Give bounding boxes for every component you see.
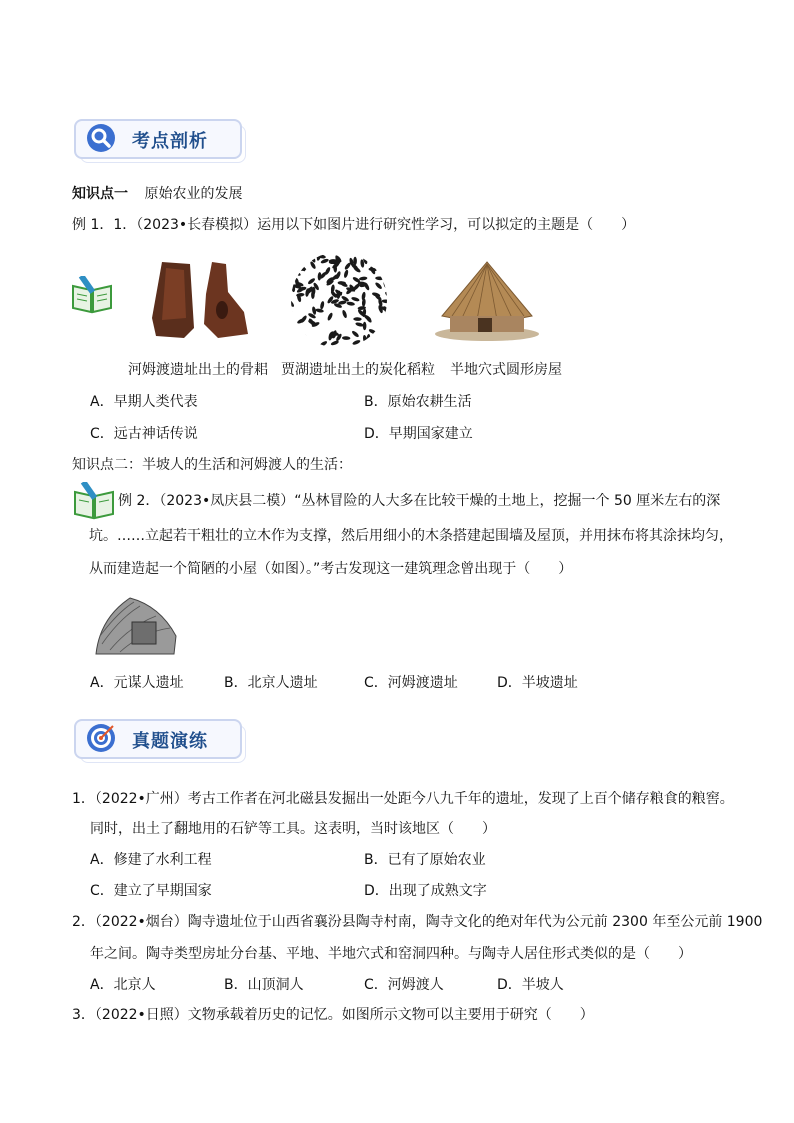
q2-option-c[interactable]: C．河姆渡遗址 [364, 675, 458, 691]
p2-option-a[interactable]: A．北京人 [90, 977, 156, 993]
rice-grain [315, 308, 324, 313]
rice-grain [320, 301, 325, 310]
rice-grain [292, 335, 301, 343]
rice-grain [287, 322, 292, 331]
knowledge-heading-1: 知识点一 原始农业的发展 [72, 186, 243, 202]
book-pencil-icon [70, 276, 114, 314]
question-2-line-3: 从而建造起一个简陋的小屋（如图）。”考古发现这一建筑理念曾出现于（ ） [89, 561, 573, 577]
section-title: 真题演练 [132, 731, 208, 752]
rice-grain [383, 279, 388, 288]
p1-option-a[interactable]: A．修建了水利工程 [90, 852, 212, 868]
book-pencil-icon [72, 482, 116, 520]
rice-grain [346, 301, 355, 306]
rice-grain [342, 336, 351, 340]
rice-grain [375, 337, 381, 346]
rice-grain [374, 281, 382, 289]
q2-option-b[interactable]: B．北京人遗址 [224, 675, 318, 691]
rice-grain [382, 323, 388, 332]
p2-option-c[interactable]: C．河姆渡人 [364, 977, 444, 993]
rice-grain [292, 270, 301, 277]
rice-grain [351, 296, 360, 302]
rice-grain [368, 328, 377, 335]
section-banner-analysis [74, 119, 244, 161]
rice-grain [292, 273, 296, 281]
rice-grain [320, 258, 329, 264]
rice-grain [355, 322, 364, 328]
rice-grain [286, 319, 291, 328]
rice-grain [327, 312, 334, 321]
p1-option-c[interactable]: C．建立了早期国家 [90, 883, 212, 899]
rice-grain [309, 261, 316, 270]
bone-spade-image [148, 258, 258, 342]
rice-grain [287, 299, 295, 308]
rice-grain [301, 334, 307, 343]
p1-option-d[interactable]: D．出现了成熟文字 [364, 883, 487, 899]
rice-grain [317, 272, 321, 281]
practice-1-line-2: 同时，出土了翻地用的石铲等工具。这表明，当时该地区（ ） [90, 821, 496, 837]
target-icon [86, 723, 116, 753]
rice-grain [385, 328, 393, 336]
question-2-line-2: 坑。……立起若干粗壮的立木作为支撑，然后用细小的木条搭建起围墙及屋顶，并用抹布将其涂抹均匀， [89, 528, 733, 544]
rice-grain [301, 251, 310, 258]
rice-grain [382, 299, 391, 303]
image-caption-2: 贾湖遗址出土的炭化稻粒 [281, 362, 435, 378]
p2-option-b[interactable]: B．山顶洞人 [224, 977, 304, 993]
rice-grain [375, 276, 384, 280]
rice-grain [384, 291, 393, 299]
image-caption-1: 河姆渡遗址出土的骨耜 [128, 362, 268, 378]
rice-grain [284, 308, 293, 314]
p2-option-d[interactable]: D．半坡人 [497, 977, 564, 993]
rice-grain [384, 311, 393, 318]
knowledge-heading-2: 知识点二：半坡人的生活和河姆渡人的生活： [72, 457, 352, 473]
rice-grain [362, 335, 367, 344]
hut-sketch-image [90, 588, 182, 662]
magnifier-icon [86, 123, 116, 153]
question-1-stem: 例 1．1．（2023•长春模拟）运用以下如图片进行研究性学习，可以拟定的主题是（ ） [72, 217, 636, 233]
practice-1-line-1: 1．（2022•广州）考古工作者在河北磁县发掘出一处距今八九千年的遗址，发现了上百个储存粮食的粮窖。 [72, 791, 734, 807]
q2-option-d[interactable]: D．半坡遗址 [497, 675, 578, 691]
rice-grain [319, 340, 328, 348]
rice-grain [286, 294, 291, 303]
rice-grain [286, 283, 292, 292]
question-2-line-1: 例 2．（2023•凤庆县二模）“丛林冒险的人大多在比较干燥的土地上，挖掘一个 50 厘米左右的深 [118, 493, 721, 509]
rice-grain [295, 265, 299, 274]
rice-grain [351, 330, 360, 338]
rice-grain [366, 334, 371, 343]
rice-grain [297, 332, 304, 341]
section-banner-practice [74, 719, 244, 761]
p1-option-b[interactable]: B．已有了原始农业 [364, 852, 486, 868]
rice-grain [292, 256, 301, 264]
rice-grain [377, 259, 383, 268]
q1-option-a[interactable]: A．早期人类代表 [90, 394, 198, 410]
q2-option-a[interactable]: A．元谋人遗址 [90, 675, 184, 691]
rice-grain [363, 322, 367, 330]
rice-grain [341, 309, 347, 318]
rice-grain [293, 330, 299, 339]
practice-3-line: 3．（2022•日照）文物承载着历史的记忆。如图所示文物可以主要用于研究（ ） [72, 1007, 594, 1023]
practice-2-line-2: 年之间。陶寺类型房址分台基、平地、半地穴式和窑洞四种。与陶寺人居住形式类似的是（ ） [90, 946, 692, 962]
q1-option-d[interactable]: D．早期国家建立 [364, 426, 473, 442]
rice-grain [352, 339, 361, 346]
rice-grain [382, 336, 391, 343]
rice-grain [343, 269, 349, 278]
carbonized-rice-image [284, 250, 394, 350]
section-title: 考点剖析 [132, 131, 208, 152]
practice-2-line-1: 2．（2022•烟台）陶寺遗址位于山西省襄汾县陶寺村南，陶寺文化的绝对年代为公元前 2300 年至公元前 1900 [72, 914, 763, 930]
q1-option-b[interactable]: B．原始农耕生活 [364, 394, 472, 410]
rice-grain [359, 276, 368, 281]
rice-grain [294, 252, 299, 261]
rice-grain [353, 317, 362, 321]
rice-grain [309, 254, 316, 263]
image-caption-3: 半地穴式圆形房屋 [450, 362, 562, 378]
rice-grain [289, 338, 298, 342]
q1-option-c[interactable]: C．远古神话传说 [90, 426, 198, 442]
round-hut-image [432, 258, 542, 344]
